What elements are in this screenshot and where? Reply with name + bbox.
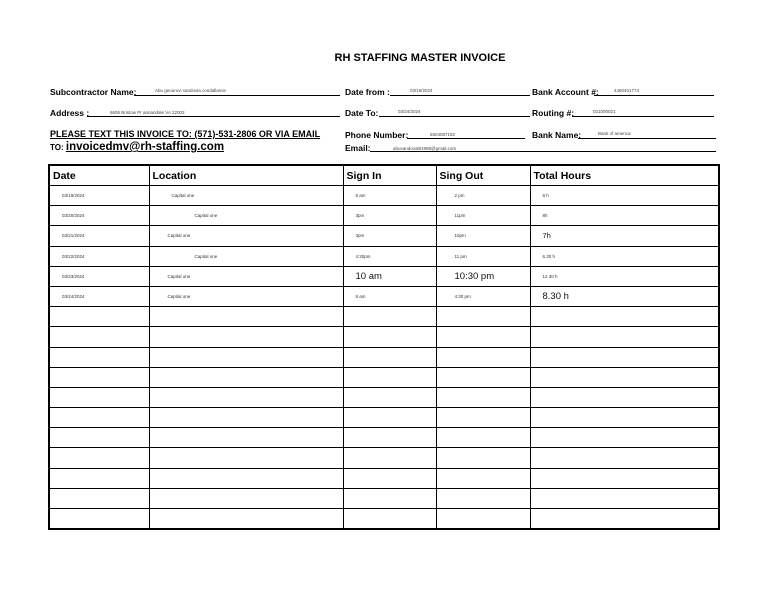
phone-label: Phone Number:	[345, 130, 409, 140]
col-header-sign-in: Sign In	[343, 165, 436, 186]
empty-cell[interactable]	[49, 448, 149, 468]
empty-cell[interactable]	[49, 488, 149, 508]
empty-cell[interactable]	[49, 408, 149, 428]
invoice-title: RH STAFFING MASTER INVOICE	[334, 52, 506, 64]
empty-table-row	[49, 468, 719, 488]
empty-cell[interactable]	[49, 387, 149, 407]
empty-cell[interactable]	[343, 509, 436, 530]
empty-cell[interactable]	[49, 468, 149, 488]
empty-cell[interactable]	[49, 428, 149, 448]
date-from-label: Date from :	[345, 87, 390, 97]
cell-total-hours[interactable]: 8.30 h	[530, 286, 719, 306]
subcontractor-label: Subcontractor Name:	[50, 87, 137, 97]
table-row	[49, 226, 719, 246]
empty-cell[interactable]	[149, 327, 343, 347]
empty-cell[interactable]	[530, 347, 719, 367]
empty-table-row	[49, 387, 719, 407]
empty-table-row	[49, 327, 719, 347]
cell-location[interactable]: Capital one	[149, 226, 343, 246]
empty-cell[interactable]	[436, 488, 530, 508]
empty-cell[interactable]	[436, 387, 530, 407]
empty-cell[interactable]	[343, 468, 436, 488]
empty-cell[interactable]	[49, 367, 149, 387]
empty-cell[interactable]	[343, 448, 436, 468]
empty-cell[interactable]	[530, 408, 719, 428]
empty-cell[interactable]	[343, 488, 436, 508]
note-to-label: TO:	[50, 143, 64, 152]
cell-sign-out[interactable]: 11 pm	[436, 246, 530, 266]
cell-sign-in[interactable]: 3pm	[343, 206, 436, 226]
cell-total-hours[interactable]: 6.30 h	[530, 246, 719, 266]
timesheet-table	[48, 164, 720, 530]
subcontractor-value: Abu geourovi sandovia condallamie	[155, 88, 227, 93]
empty-cell[interactable]	[149, 448, 343, 468]
cell-total-hours[interactable]: 12.30 h	[530, 266, 719, 286]
empty-cell[interactable]	[343, 307, 436, 327]
empty-cell[interactable]	[149, 347, 343, 367]
empty-cell[interactable]	[436, 448, 530, 468]
cell-location[interactable]: Capital one	[149, 246, 343, 266]
table-row	[49, 286, 719, 306]
cell-total-hours[interactable]: 8h	[530, 206, 719, 226]
cell-sign-out[interactable]: 4:30 pm	[436, 286, 530, 306]
empty-cell[interactable]	[149, 307, 343, 327]
cell-date[interactable]: 03/24/2024	[49, 286, 149, 306]
address-label: Address :	[50, 108, 90, 118]
empty-table-row	[49, 428, 719, 448]
empty-cell[interactable]	[343, 327, 436, 347]
empty-table-row	[49, 509, 719, 530]
empty-cell[interactable]	[436, 408, 530, 428]
cell-location[interactable]: Capital one	[149, 286, 343, 306]
table-row	[49, 246, 719, 266]
table-row	[49, 206, 719, 226]
empty-cell[interactable]	[436, 428, 530, 448]
date-to-value: 03/24/2024	[398, 109, 421, 114]
bank-account-label: Bank Account #:	[532, 87, 599, 97]
routing-value: 021000021	[593, 109, 616, 114]
bank-account-value: 4460401774	[614, 88, 640, 93]
bank-name-label: Bank Name:	[532, 130, 582, 140]
empty-cell[interactable]	[343, 367, 436, 387]
empty-cell[interactable]	[49, 327, 149, 347]
email-value: abusandoval81998@gmail.com	[393, 146, 457, 151]
table-row	[49, 186, 719, 206]
cell-sign-out[interactable]: 10pm	[436, 226, 530, 246]
text-invoice-note: PLEASE TEXT THIS INVOICE TO: (571)-531-2806 OR VIA EMAIL	[50, 129, 321, 139]
cell-sign-out[interactable]: 11pm	[436, 206, 530, 226]
email-invoice-note	[50, 141, 224, 153]
empty-cell[interactable]	[530, 327, 719, 347]
empty-cell[interactable]	[530, 367, 719, 387]
date-to-label: Date To:	[345, 108, 379, 118]
table-row	[49, 266, 719, 286]
phone-value: 5604087192	[430, 132, 456, 137]
cell-date[interactable]: 03/21/2024	[49, 226, 149, 246]
cell-sign-in[interactable]: 5 am	[343, 186, 436, 206]
address-value: 6606 Bristow Pr annandale VA 22003	[110, 110, 185, 115]
cell-date[interactable]: 03/22/2024	[49, 246, 149, 266]
empty-table-row	[49, 347, 719, 367]
cell-sign-in[interactable]: 8 am	[343, 286, 436, 306]
empty-table-row	[49, 448, 719, 468]
empty-cell[interactable]	[149, 428, 343, 448]
empty-cell[interactable]	[49, 509, 149, 530]
empty-cell[interactable]	[149, 509, 343, 530]
col-header-date: Date	[49, 165, 149, 186]
empty-cell[interactable]	[530, 468, 719, 488]
empty-cell[interactable]	[436, 347, 530, 367]
empty-cell[interactable]	[343, 347, 436, 367]
empty-table-row	[49, 307, 719, 327]
cell-location[interactable]: Capital one	[149, 206, 343, 226]
empty-cell[interactable]	[343, 428, 436, 448]
cell-date[interactable]: 03/19/2024	[49, 186, 149, 206]
empty-cell[interactable]	[530, 387, 719, 407]
cell-location[interactable]: Capital one	[149, 266, 343, 286]
cell-total-hours[interactable]: 9 h	[530, 186, 719, 206]
cell-sign-in[interactable]: 10 am	[343, 266, 436, 286]
table-header-row	[49, 165, 719, 186]
empty-cell[interactable]	[436, 367, 530, 387]
empty-cell[interactable]	[436, 468, 530, 488]
empty-cell[interactable]	[149, 468, 343, 488]
empty-cell[interactable]	[149, 408, 343, 428]
empty-cell[interactable]	[49, 347, 149, 367]
empty-cell[interactable]	[149, 387, 343, 407]
invoice-email-link[interactable]: invoicedmv@rh-staffing.com	[65, 141, 225, 153]
cell-total-hours[interactable]: 7h	[530, 226, 719, 246]
empty-table-row	[49, 408, 719, 428]
empty-cell[interactable]	[49, 307, 149, 327]
cell-sign-out[interactable]: 10:30 pm	[436, 266, 530, 286]
empty-cell[interactable]	[530, 448, 719, 468]
empty-cell[interactable]	[149, 488, 343, 508]
empty-table-row	[49, 367, 719, 387]
empty-cell[interactable]	[530, 428, 719, 448]
bank-account-line[interactable]	[594, 85, 714, 96]
cell-sign-out[interactable]: 2 pm	[436, 186, 530, 206]
empty-cell[interactable]	[530, 307, 719, 327]
cell-sign-in[interactable]: 3pm	[343, 226, 436, 246]
bank-name-value: Bank of america	[598, 131, 631, 136]
col-header-sign-out: Sing Out	[436, 165, 530, 186]
empty-cell[interactable]	[343, 387, 436, 407]
empty-cell[interactable]	[343, 408, 436, 428]
empty-cell[interactable]	[436, 509, 530, 530]
cell-sign-in[interactable]: 4:30pm	[343, 246, 436, 266]
cell-date[interactable]: 03/23/2024	[49, 266, 149, 286]
phone-line[interactable]	[407, 128, 525, 139]
cell-date[interactable]: 03/20/2024	[49, 206, 149, 226]
col-header-total-hours: Total Hours	[530, 165, 719, 186]
empty-cell[interactable]	[436, 307, 530, 327]
empty-cell[interactable]	[149, 367, 343, 387]
empty-cell[interactable]	[530, 488, 719, 508]
routing-label: Routing #:	[532, 108, 575, 118]
email-label: Email:	[345, 143, 371, 153]
col-header-location: Location	[149, 165, 343, 186]
date-from-value: 03/19/2024	[410, 88, 433, 93]
empty-cell[interactable]	[436, 327, 530, 347]
empty-table-row	[49, 488, 719, 508]
cell-location[interactable]: Capital one	[149, 186, 343, 206]
empty-cell[interactable]	[530, 509, 719, 530]
